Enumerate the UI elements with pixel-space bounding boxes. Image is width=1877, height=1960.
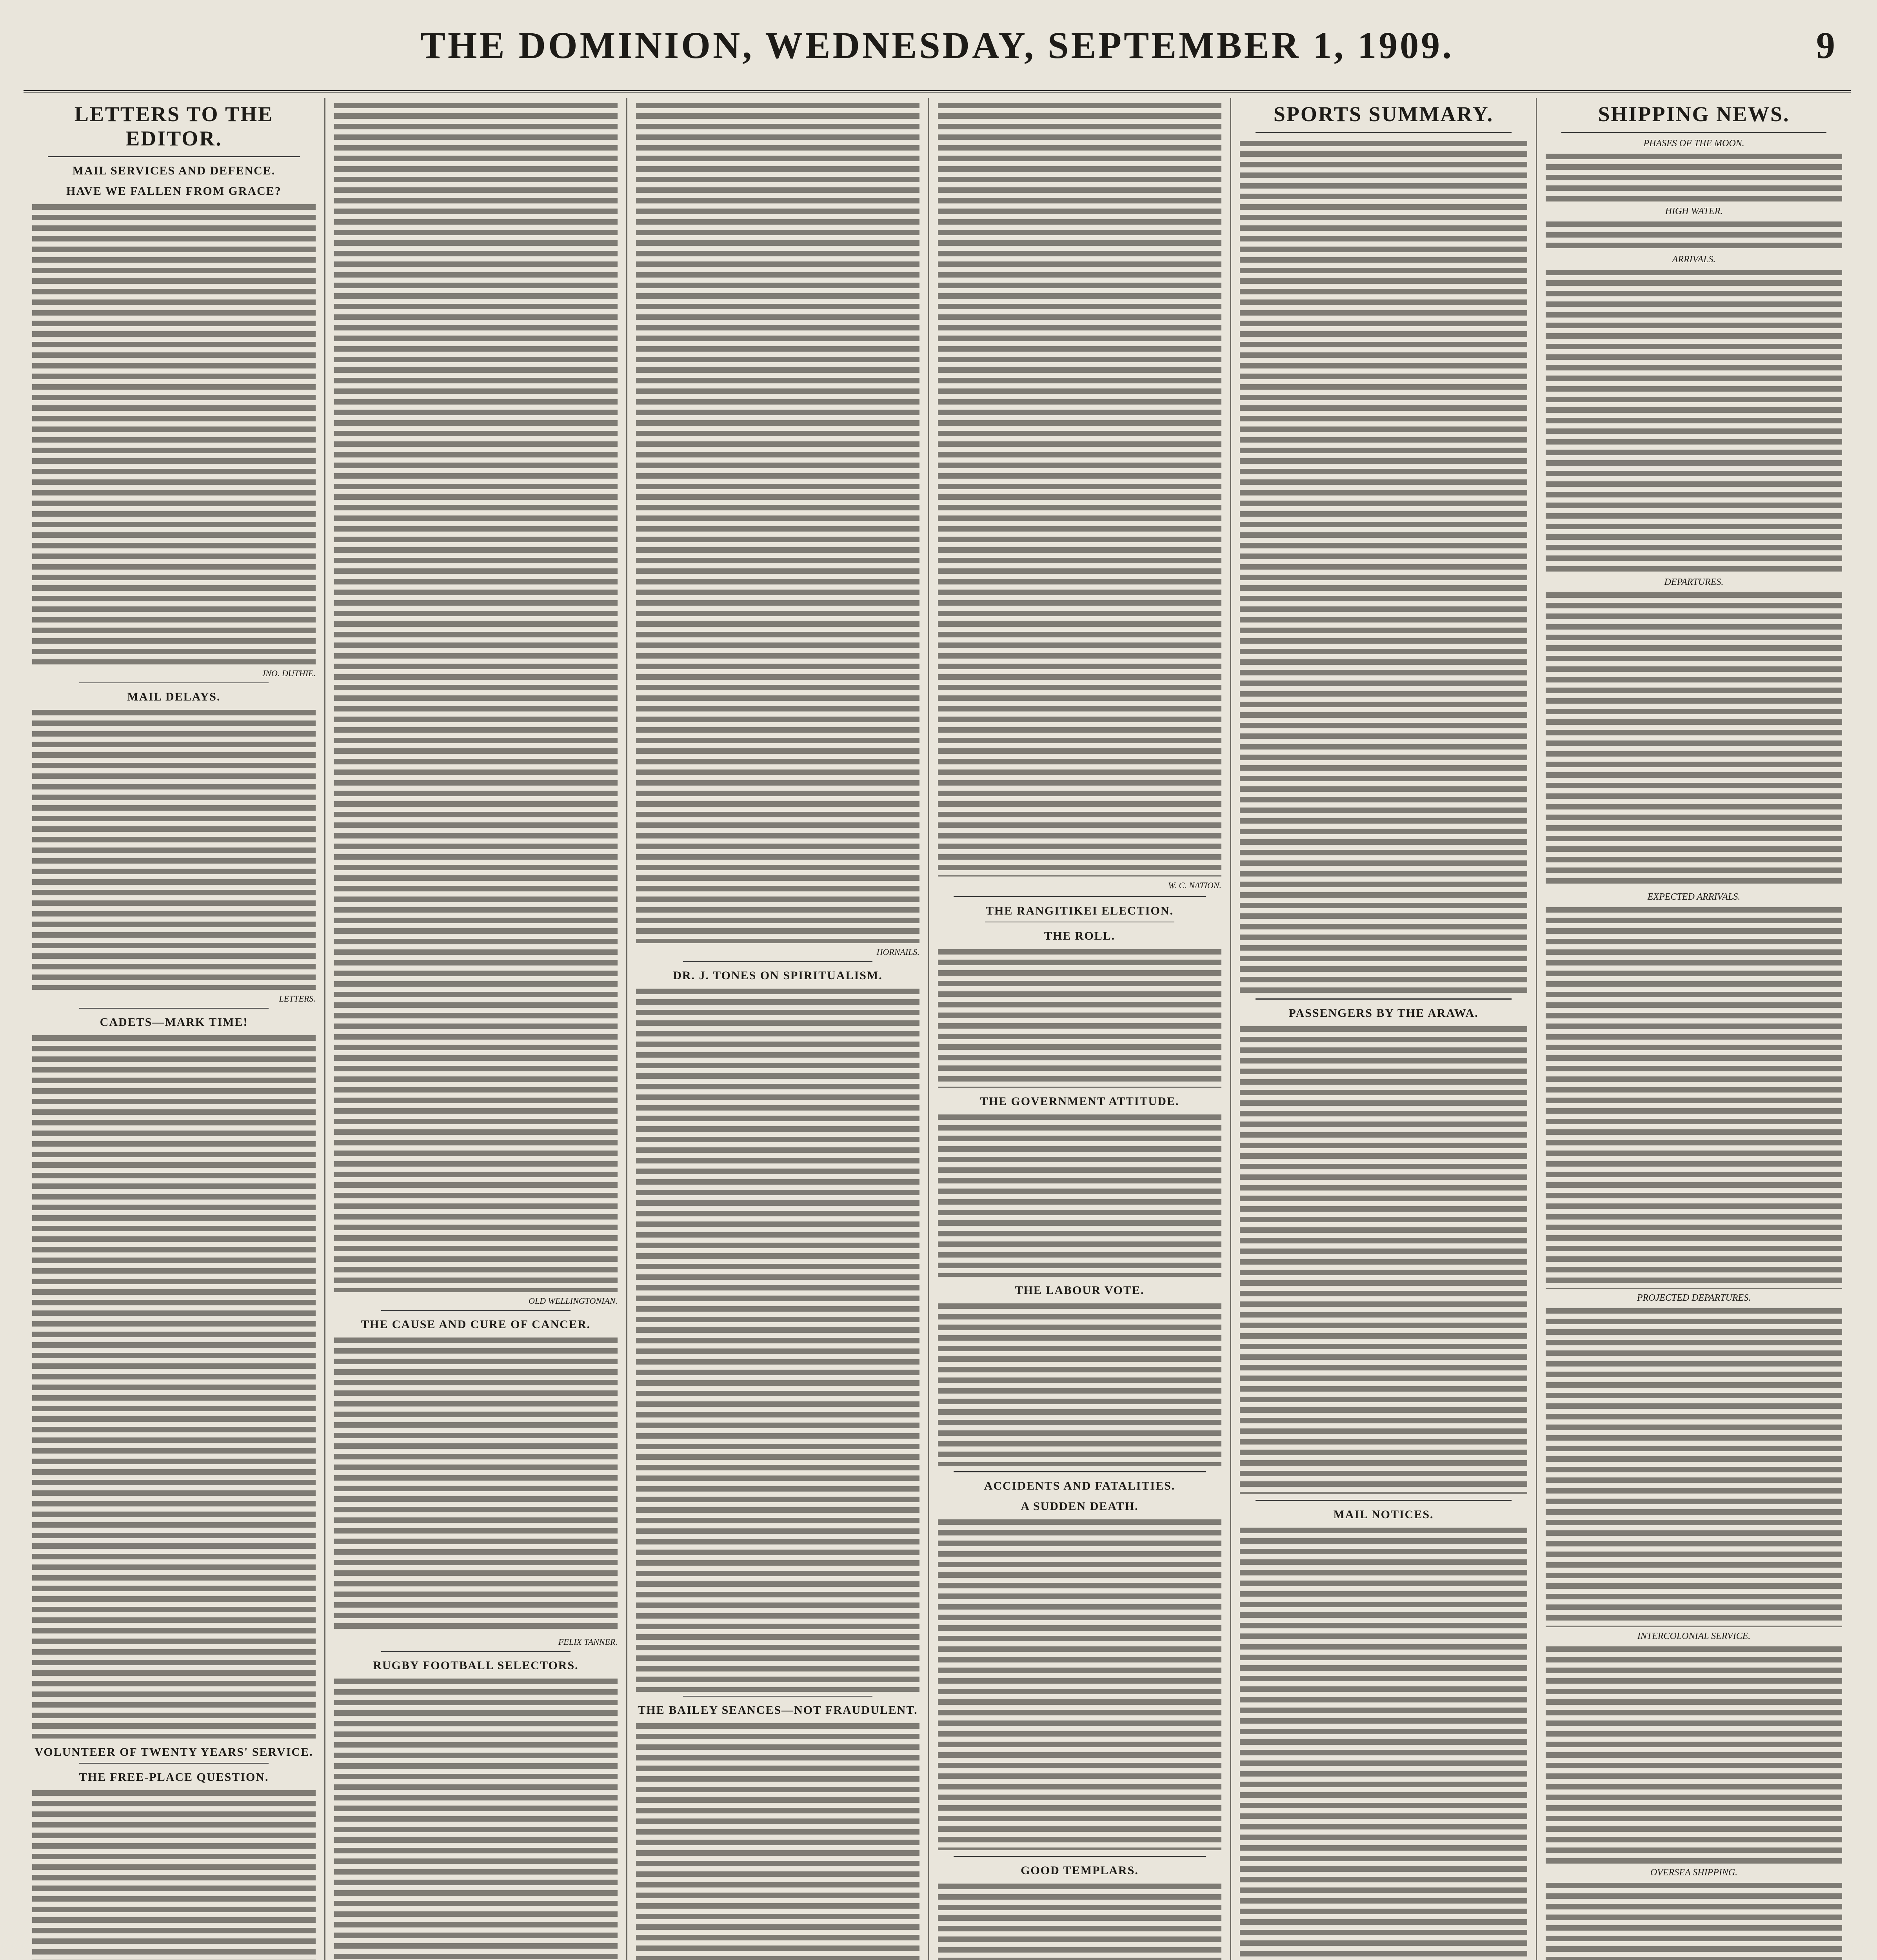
- article-body: [32, 1788, 316, 1960]
- article-body: [334, 1335, 618, 1633]
- masthead: [24, 12, 1851, 93]
- section-heading: PASSENGERS BY THE ARAWA.: [1288, 1007, 1479, 1020]
- oversea-list: [1546, 1880, 1842, 1960]
- section-heading: RUGBY FOOTBALL SELECTORS.: [373, 1659, 579, 1672]
- columns: [24, 98, 1851, 1960]
- section-heading: MAIL SERVICES AND DEFENCE.: [72, 164, 276, 177]
- section-heading: ARRIVALS.: [1672, 254, 1716, 265]
- divider: [954, 1856, 1206, 1857]
- section-heading: DEPARTURES.: [1664, 577, 1724, 587]
- section-heading: CADETS—MARK TIME!: [100, 1016, 248, 1029]
- column-5: [1231, 98, 1537, 1960]
- divider: [381, 1310, 571, 1311]
- section-heading: MAIL NOTICES.: [1333, 1508, 1434, 1521]
- newspaper-title: THE DOMINION, WEDNESDAY, SEPTEMBER 1, 1909.: [420, 24, 1454, 66]
- intercolonial-list: [1546, 1644, 1842, 1864]
- article-body: [636, 100, 919, 943]
- section-heading: ACCIDENTS AND FATALITIES.: [984, 1479, 1176, 1492]
- section-heading: THE CAUSE AND CURE OF CANCER.: [361, 1318, 591, 1331]
- divider: [1561, 132, 1826, 133]
- signature: OLD WELLINGTONIAN.: [529, 1296, 618, 1306]
- section-heading: PHASES OF THE MOON.: [1643, 138, 1744, 149]
- projected-departures-list: [1546, 1306, 1842, 1627]
- divider: [79, 682, 269, 683]
- article-body: [938, 1517, 1221, 1850]
- section-heading: MAIL DELAYS.: [127, 690, 221, 703]
- column-3: [627, 98, 929, 1960]
- article-body: [32, 202, 316, 664]
- tide-table: [1546, 219, 1842, 250]
- divider: [48, 156, 300, 157]
- article-body: [1240, 1024, 1527, 1494]
- divider: [1256, 1500, 1512, 1501]
- article-body: [938, 947, 1221, 1088]
- divider: [954, 896, 1206, 897]
- article-body: [1240, 1525, 1527, 1960]
- section-heading: HIGH WATER.: [1665, 206, 1723, 216]
- divider: [954, 1471, 1206, 1472]
- section-heading: THE FREE-PLACE QUESTION.: [79, 1771, 269, 1784]
- shipping-heading: SHIPPING NEWS.: [1598, 102, 1790, 126]
- section-heading: OVERSEA SHIPPING.: [1650, 1867, 1738, 1878]
- section-heading: INTERCOLONIAL SERVICE.: [1637, 1631, 1751, 1641]
- section-heading: VOLUNTEER OF TWENTY YEARS' SERVICE.: [35, 1746, 313, 1759]
- departures-list: [1546, 590, 1842, 888]
- article-body: [334, 1676, 618, 1960]
- section-heading: A SUDDEN DEATH.: [1021, 1500, 1139, 1513]
- signature: JNO. DUTHIE.: [262, 668, 316, 678]
- column-4: [929, 98, 1231, 1960]
- section-heading: PROJECTED DEPARTURES.: [1637, 1293, 1751, 1303]
- section-heading: DR. J. TONES ON SPIRITUALISM.: [673, 969, 883, 982]
- section-heading: GOOD TEMPLARS.: [1021, 1864, 1139, 1877]
- article-body: [636, 986, 919, 1692]
- article-body: [938, 100, 1221, 877]
- section-heading: THE GOVERNMENT ATTITUDE.: [980, 1095, 1179, 1108]
- letters-heading: LETTERS TO THE EDITOR.: [74, 102, 274, 150]
- section-heading: THE LABOUR VOTE.: [1015, 1284, 1145, 1297]
- section-heading: THE BAILEY SEANCES—NOT FRAUDULENT.: [638, 1704, 918, 1717]
- section-heading: THE ROLL.: [1044, 929, 1116, 942]
- divider: [683, 961, 872, 962]
- signature: LETTERS.: [279, 994, 316, 1004]
- column-2: [325, 98, 627, 1960]
- column-1: [24, 98, 325, 1960]
- section-heading: EXPECTED ARRIVALS.: [1647, 892, 1741, 902]
- divider: [381, 1651, 571, 1652]
- article-body: [938, 1112, 1221, 1277]
- article-body: [32, 1033, 316, 1739]
- section-heading: HAVE WE FALLEN FROM GRACE?: [66, 185, 282, 198]
- article-body: [1240, 138, 1527, 993]
- signature: HORNAILS.: [876, 947, 919, 957]
- page-number: 9: [1816, 24, 1835, 66]
- article-body: [938, 1301, 1221, 1466]
- signature: FELIX TANNER.: [558, 1637, 618, 1647]
- signature: W. C. NATION.: [1168, 880, 1221, 890]
- divider: [79, 1008, 269, 1009]
- expected-arrivals-list: [1546, 905, 1842, 1289]
- arrivals-list: [1546, 267, 1842, 573]
- divider: [683, 1696, 872, 1697]
- divider: [79, 1763, 269, 1764]
- article-body: [334, 100, 618, 1292]
- sports-heading: SPORTS SUMMARY.: [1273, 102, 1494, 126]
- divider: [1256, 998, 1512, 1000]
- moon-table: [1546, 151, 1842, 202]
- article-body: [938, 1881, 1221, 1960]
- article-body: [32, 708, 316, 990]
- divider: [1256, 132, 1512, 133]
- section-heading: THE RANGITIKEI ELECTION.: [986, 904, 1174, 917]
- article-body: [636, 1721, 919, 1960]
- column-6: [1537, 98, 1851, 1960]
